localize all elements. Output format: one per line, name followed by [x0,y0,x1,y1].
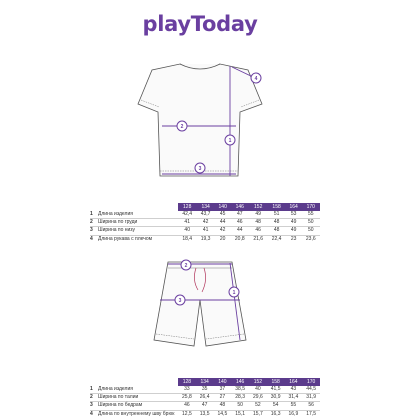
size-header: 152 [249,203,267,211]
cell: 26,4 [196,394,214,402]
table-row [90,211,320,219]
cell: 14,5 [217,410,228,417]
table-row [90,386,320,394]
cell: 16,9 [288,410,299,417]
cell: 23 [290,235,297,242]
cell: 35 [196,386,214,394]
cell: 17,5 [306,410,316,417]
cell: 47 [231,211,249,219]
cell: 44,5 [302,386,320,394]
row-number: 3 [90,227,98,235]
cell: 22,4 [271,235,282,242]
cell: 46 [231,219,249,227]
size-header-row [90,378,320,386]
table-row [90,227,320,235]
cell: 29,6 [249,394,267,402]
row-label: Ширина по талии [98,394,178,402]
size-header: 158 [267,378,285,386]
tshirt-marker-4-label: 4 [254,75,258,82]
row-label: Длина по внутреннему шву брюк [98,410,175,417]
size-header: 134 [196,203,214,211]
tshirt-marker-3 [195,163,205,173]
row-number: 1 [90,211,98,219]
cell: 55 [285,402,303,410]
cell: 40 [249,386,267,394]
size-header-row [90,203,320,211]
shorts-drawing [154,262,246,346]
cell: 49 [286,219,302,227]
size-header: 152 [249,378,267,386]
row-label: Ширина по бедрам [98,402,178,410]
row-label: Ширина по низу [98,227,178,235]
cell: 41 [196,227,214,235]
tshirt-marker-1 [225,135,235,145]
shorts-marker-3-label: 3 [178,297,182,304]
cell: 37 [214,386,232,394]
cell: 16,3 [270,410,281,417]
size-table-bottom [90,378,320,418]
cell: 51 [267,211,285,219]
row-number: 2 [90,394,98,402]
cell: 20,8 [234,235,245,242]
shorts-marker-1 [229,287,239,297]
size-header: 140 [214,378,232,386]
tshirt-marker-2 [177,121,187,131]
cell: 48 [249,219,267,227]
size-table-top [90,203,320,243]
cell: 40 [178,227,196,235]
row-label: Длина изделия [98,211,178,219]
cell: 50 [302,227,320,235]
cell: 45 [215,211,231,219]
cell: 15,1 [235,410,245,417]
size-header: 146 [231,203,249,211]
cell: 50 [302,219,320,227]
cell: 38,5 [231,386,249,394]
tshirt-marker-4 [251,73,261,83]
cell: 48 [214,402,232,410]
cell: 49 [286,227,302,235]
cell: 42 [196,219,214,227]
row-label: Ширина по груди [98,219,178,227]
cell: 41,5 [267,386,285,394]
cell: 20 [219,235,226,242]
cell: 25,8 [178,394,196,402]
cell: 31,4 [285,394,303,402]
size-header: 164 [285,378,303,386]
cell: 47 [196,402,214,410]
table-row [90,235,320,243]
size-header: 146 [231,378,249,386]
cell: 49 [249,211,267,219]
cell: 42 [215,227,231,235]
tshirt-marker-1-label: 1 [228,137,232,144]
cell: 23,6 [305,235,316,242]
size-header: 140 [215,203,231,211]
row-number: 4 [90,410,93,417]
cell: 46 [249,227,267,235]
table-row [90,219,320,227]
cell: 50 [231,402,249,410]
shorts-marker-2 [181,260,191,270]
cell: 44 [231,227,249,235]
size-header: 128 [178,378,196,386]
cell: 12,5 [182,410,192,417]
brand-logo: playToday [142,12,258,36]
cell: 48 [267,227,285,235]
size-header: 170 [302,378,320,386]
row-number: 2 [90,219,98,227]
row-number: 1 [90,386,98,394]
tshirt-drawing [138,64,262,176]
cell: 28,3 [231,394,249,402]
size-header: 158 [267,203,285,211]
cell: 54 [267,402,285,410]
size-header: 128 [178,203,196,211]
cell: 43 [285,386,303,394]
tshirt-marker-2-label: 2 [180,123,184,130]
cell: 41 [178,219,196,227]
cell: 56 [302,402,320,410]
tshirt-marker-3-label: 3 [198,165,202,172]
cell: 15,7 [253,410,263,417]
size-header: 134 [196,378,214,386]
row-number: 3 [90,402,98,410]
shorts-marker-2-label: 2 [184,262,188,269]
shorts-marker-1-label: 1 [232,289,236,296]
cell: 30,9 [267,394,285,402]
shorts-marker-3 [175,295,185,305]
cell: 42,4 [178,211,196,219]
cell: 18,4 [182,235,193,242]
table-row [90,402,320,410]
table-row [90,410,320,418]
cell: 52 [249,402,267,410]
cell: 46 [178,402,196,410]
cell: 19,3 [200,235,211,242]
cell: 48 [267,219,285,227]
cell: 33 [178,386,196,394]
cell: 43,7 [196,211,214,219]
cell: 21,6 [253,235,264,242]
row-label: Длина изделия [98,386,178,394]
size-header: 170 [302,203,320,211]
cell: 55 [302,211,320,219]
cell: 31,9 [302,394,320,402]
table-row [90,394,320,402]
cell: 44 [215,219,231,227]
row-number: 4 [90,235,93,242]
size-header: 164 [286,203,302,211]
cell: 53 [286,211,302,219]
cell: 13,5 [199,410,210,417]
row-label: Длина рукава с плечом [98,235,153,242]
cell: 27 [214,394,232,402]
